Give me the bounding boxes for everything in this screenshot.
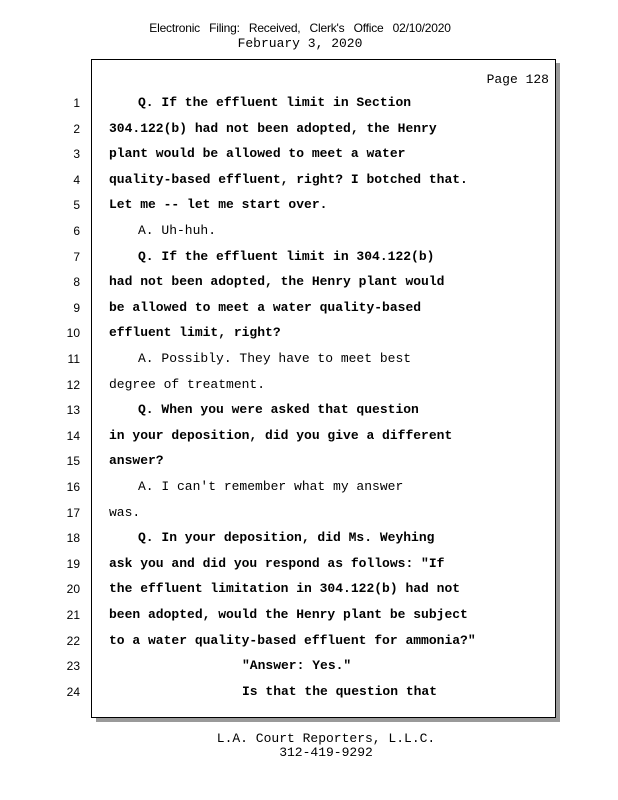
line-number: 20 <box>66 582 80 597</box>
line-number: 11 <box>67 352 80 366</box>
line-number: 15 <box>66 454 80 469</box>
line-number: 24 <box>66 684 80 699</box>
line-number: 18 <box>66 531 80 546</box>
line-text: effluent limit, right? <box>109 325 281 341</box>
line-number: 6 <box>73 224 80 238</box>
line-number: 4 <box>73 172 80 187</box>
line-text: "Answer: Yes." <box>242 658 352 674</box>
line-text: in your deposition, did you give a different <box>109 427 453 443</box>
line-text: to a water quality-based effluent for ammonia?" <box>109 632 476 648</box>
line-number: 12 <box>66 377 80 392</box>
line-text: Is that the question that <box>242 683 438 699</box>
line-number: 9 <box>73 300 80 315</box>
page-number: Page 128 <box>486 72 549 87</box>
line-number: 21 <box>66 608 80 622</box>
line-text: plant would be allowed to meet a water <box>109 146 406 162</box>
line-text: degree of treatment. <box>109 376 266 392</box>
line-text: Let me -- let me start over. <box>109 197 328 213</box>
line-text: A. I can't remember what my answer <box>138 479 404 494</box>
line-text: Q. If the effluent limit in Section <box>138 95 412 110</box>
line-text: was. <box>109 504 141 520</box>
line-text: ask you and did you respond as follows: "If <box>109 555 445 571</box>
line-text: be allowed to meet a water quality-based <box>109 299 422 315</box>
line-text: been adopted, would the Henry plant be subject <box>109 607 468 622</box>
line-number: 13 <box>66 403 80 418</box>
line-number: 10 <box>66 326 80 341</box>
line-text: quality-based effluent, right? I botched that. <box>109 171 468 187</box>
line-text: Q. If the effluent limit in 304.122(b) <box>138 248 435 264</box>
transcript-page <box>66 59 556 718</box>
line-number: 19 <box>66 556 80 571</box>
line-number: 8 <box>73 275 80 290</box>
line-text: A. Uh-huh. <box>138 223 217 238</box>
line-number: 2 <box>73 121 80 136</box>
line-number: 23 <box>66 659 80 674</box>
line-number: 3 <box>73 147 80 162</box>
line-number: 16 <box>66 480 80 494</box>
line-text: Q. When you were asked that question <box>138 402 419 418</box>
line-number: 7 <box>73 249 80 264</box>
line-text: 304.122(b) had not been adopted, the Henry <box>109 120 437 136</box>
reporter-phone: 312-419-9292 <box>279 745 373 760</box>
reporter-company: L.A. Court Reporters, L.L.C. <box>216 731 436 746</box>
line-number: 17 <box>66 505 80 520</box>
line-number: 5 <box>73 198 80 213</box>
transcript-date: February 3, 2020 <box>237 36 363 51</box>
line-text: had not been adopted, the Henry plant would <box>109 274 445 290</box>
line-text: Q. In your deposition, did Ms. Weyhing <box>138 530 435 546</box>
filing-stamp: Electronic Filing: Received, Clerk's Office 02/10/2020 <box>149 21 451 35</box>
line-text: the effluent limitation in 304.122(b) had not <box>109 581 461 597</box>
line-text: answer? <box>109 453 164 469</box>
line-number: 14 <box>66 428 80 443</box>
line-number: 1 <box>73 96 80 110</box>
line-number: 22 <box>66 633 80 648</box>
line-text: A. Possibly. They have to meet best <box>138 351 412 366</box>
